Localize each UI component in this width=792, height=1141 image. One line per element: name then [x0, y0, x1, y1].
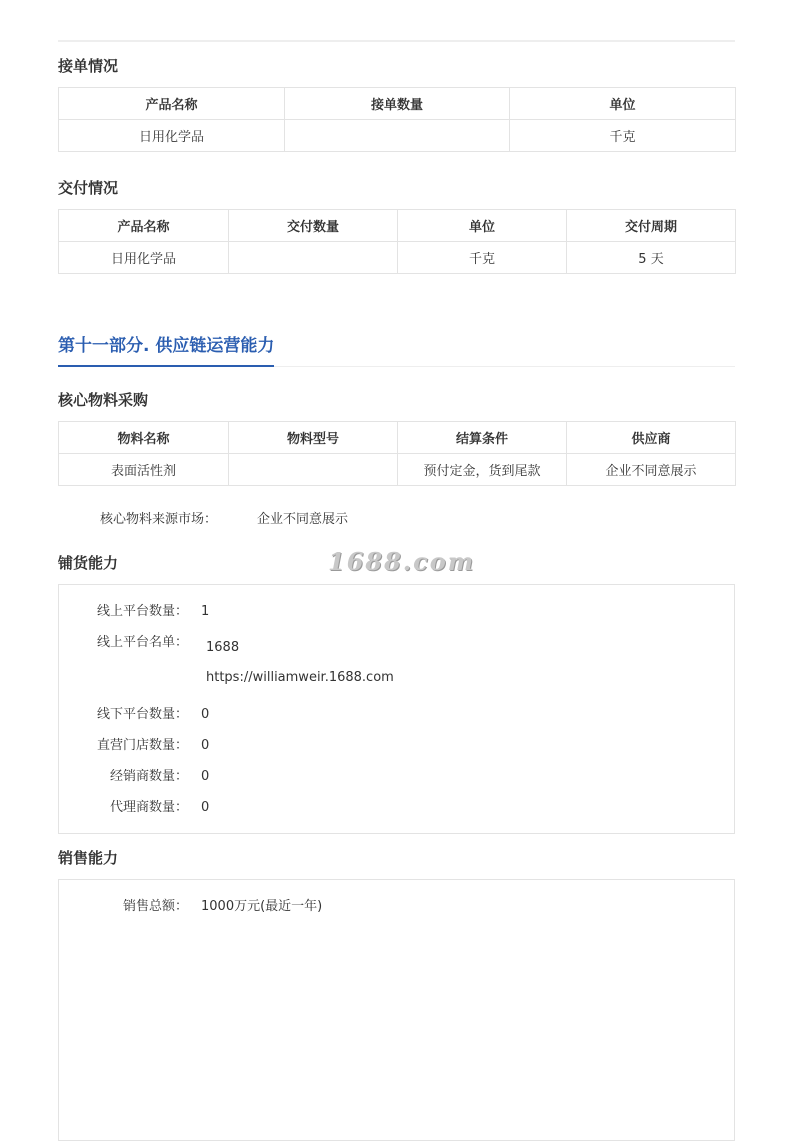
- column-header: 交付周期: [567, 210, 736, 242]
- materials-table: [58, 421, 736, 486]
- offline-platform-count-value: 0: [201, 707, 210, 722]
- column-header: 产品名称: [59, 210, 229, 242]
- table-row: [59, 120, 736, 152]
- table-cell: 表面活性剂: [59, 454, 229, 486]
- column-header: 接单数量: [285, 88, 510, 120]
- column-header: 物料名称: [59, 422, 229, 454]
- sales-panel: [58, 879, 735, 1141]
- direct-store-count-value: 0: [201, 738, 210, 753]
- table-cell: 日用化学品: [59, 242, 229, 274]
- agent-count-value: 0: [201, 800, 210, 815]
- top-divider: [58, 40, 735, 42]
- column-header: 单位: [398, 210, 567, 242]
- part11-title: 第十一部分. 供应链运营能力: [58, 334, 274, 367]
- sales-section-title: 销售能力: [58, 849, 119, 867]
- table-row: [59, 454, 736, 486]
- part11-heading: [58, 334, 735, 367]
- materials-section-title: 核心物料采购: [58, 391, 149, 409]
- table-header-row: [59, 422, 736, 454]
- delivery-section-title: 交付情况: [58, 179, 119, 197]
- table-header-row: [59, 88, 736, 120]
- online-platform-names-label: 线上平台名单：: [96, 635, 188, 650]
- direct-store-count-label: 直营门店数量：: [96, 738, 188, 753]
- source-market-value: 企业不同意展示: [257, 512, 349, 527]
- online-platform-url: https://williamweir.1688.com: [206, 670, 394, 685]
- column-header: 物料型号: [229, 422, 398, 454]
- table-row: [59, 242, 736, 274]
- online-platform-name: 1688: [206, 640, 240, 655]
- table-cell: 企业不同意展示: [567, 454, 736, 486]
- total-sales-value: 1000万元(最近一年): [201, 899, 323, 914]
- column-header: 供应商: [567, 422, 736, 454]
- distribution-section-title: 铺货能力: [58, 554, 119, 572]
- distributor-count-label: 经销商数量：: [109, 769, 188, 784]
- agent-count-label: 代理商数量：: [109, 800, 188, 815]
- column-header: 交付数量: [229, 210, 398, 242]
- delivery-table: [58, 209, 736, 274]
- order-section-title: 接单情况: [58, 57, 119, 75]
- distributor-count-value: 0: [201, 769, 210, 784]
- table-cell: [285, 120, 510, 152]
- table-header-row: [59, 210, 736, 242]
- online-platform-count-label: 线上平台数量：: [96, 604, 188, 619]
- table-cell: 预付定金，货到尾款: [398, 454, 567, 486]
- table-cell: [229, 454, 398, 486]
- table-cell: 日用化学品: [59, 120, 285, 152]
- column-header: 产品名称: [59, 88, 285, 120]
- offline-platform-count-label: 线下平台数量：: [96, 707, 188, 722]
- order-table: [58, 87, 736, 152]
- table-cell: 千克: [510, 120, 736, 152]
- table-cell: [229, 242, 398, 274]
- table-cell: 5 天: [567, 242, 736, 274]
- total-sales-label: 销售总额：: [122, 899, 188, 914]
- watermark-logo: 1688.com: [328, 547, 476, 576]
- column-header: 结算条件: [398, 422, 567, 454]
- source-market-label: 核心物料来源市场：: [100, 512, 218, 527]
- column-header: 单位: [510, 88, 736, 120]
- online-platform-count-value: 1: [201, 604, 210, 619]
- table-cell: 千克: [398, 242, 567, 274]
